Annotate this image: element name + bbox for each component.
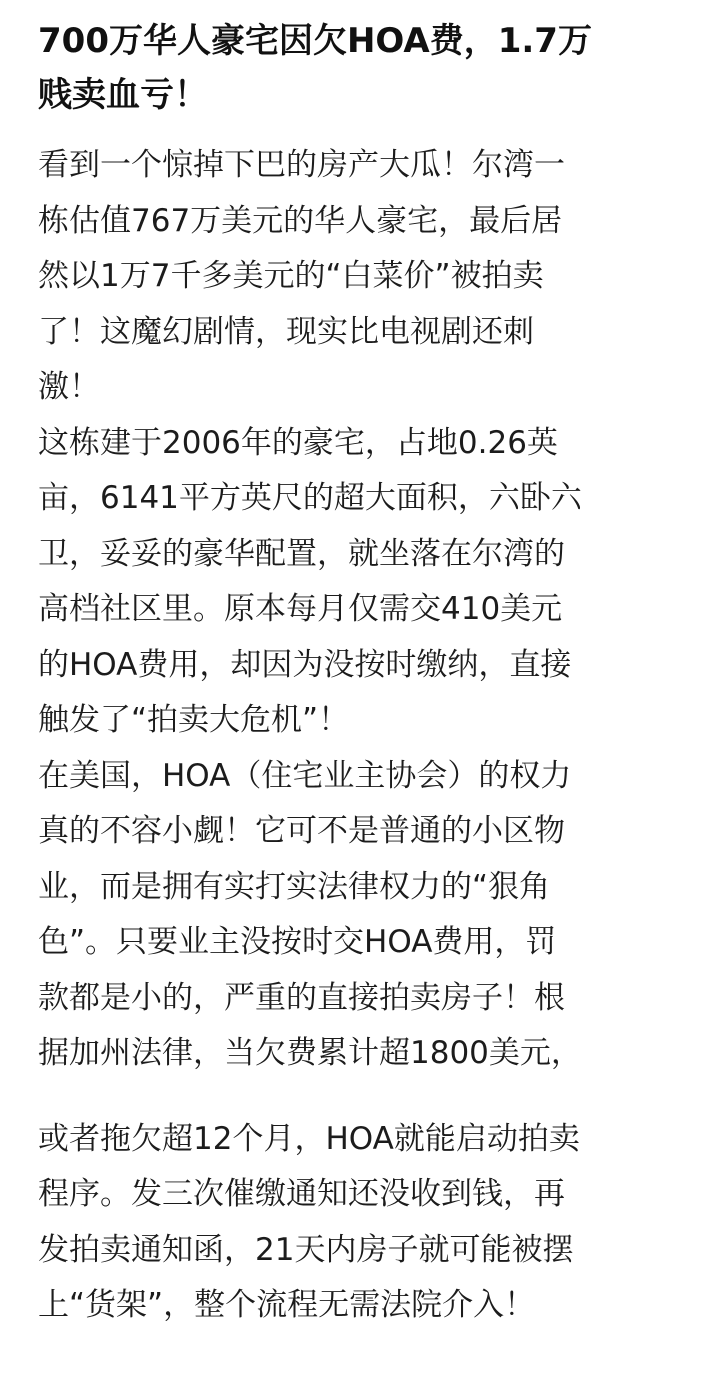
text-line: 在美国，HOA（住宅业主协会）的权力: [38, 757, 572, 794]
text-line: 栋估值767万美元的华人豪宅，最后居: [38, 202, 563, 239]
text-line: 激！: [38, 369, 100, 405]
text-line: 业，而是拥有实打实法律权力的“狠角: [38, 868, 551, 905]
text-line: 亩，6141平方英尺的超大面积，六卧六: [38, 480, 582, 516]
text-line: 上“货架”，整个流程无需法院介入！: [38, 1287, 536, 1323]
paragraph-spacer: [38, 1082, 684, 1112]
text-line: 然以1万7千多美元的“白菜价”被拍卖: [38, 258, 544, 294]
text-line: 了！这魔幻剧情，现实比电视剧还刺: [38, 313, 534, 350]
text-line: 高档社区里。原本每月仅需交410美元: [38, 591, 563, 627]
text-line: 据加州法律，当欠费累计超1800美元，: [38, 1035, 582, 1071]
text-line: 程序。发三次催缴通知还没收到钱，再: [38, 1176, 565, 1212]
paragraph-intro: [38, 138, 684, 416]
article-body: [38, 138, 684, 1334]
text-line: 的HOA费用，却因为没按时缴纳，直接: [38, 646, 572, 683]
paragraph-hoa-power: [38, 749, 684, 1082]
paragraph-house-details: [38, 416, 684, 749]
article-title: [38, 14, 684, 122]
text-line: 或者拖欠超12个月，HOA就能启动拍卖: [38, 1120, 580, 1157]
text-line: 真的不容小觑！它可不是普通的小区物: [38, 813, 565, 849]
text-line: 款都是小的，严重的直接拍卖房子！根: [38, 979, 565, 1016]
text-line: 看到一个惊掉下巴的房产大瓜！尔湾一: [38, 147, 565, 183]
paragraph-auction-process: [38, 1112, 684, 1334]
text-line: 发拍卖通知函，21天内房子就可能被摆: [38, 1231, 574, 1268]
text-line: 色”。只要业主没按时交HOA费用，罚: [38, 924, 557, 960]
text-line: 触发了“拍卖大危机”！: [38, 702, 350, 738]
text-line: 这栋建于2006年的豪宅，占地0.26英: [38, 424, 558, 461]
title-line: 贱卖血亏！: [38, 75, 208, 115]
text-line: 卫，妥妥的豪华配置，就坐落在尔湾的: [38, 535, 565, 572]
title-line: 700万华人豪宅因欠HOA费，1.7万: [38, 21, 592, 61]
